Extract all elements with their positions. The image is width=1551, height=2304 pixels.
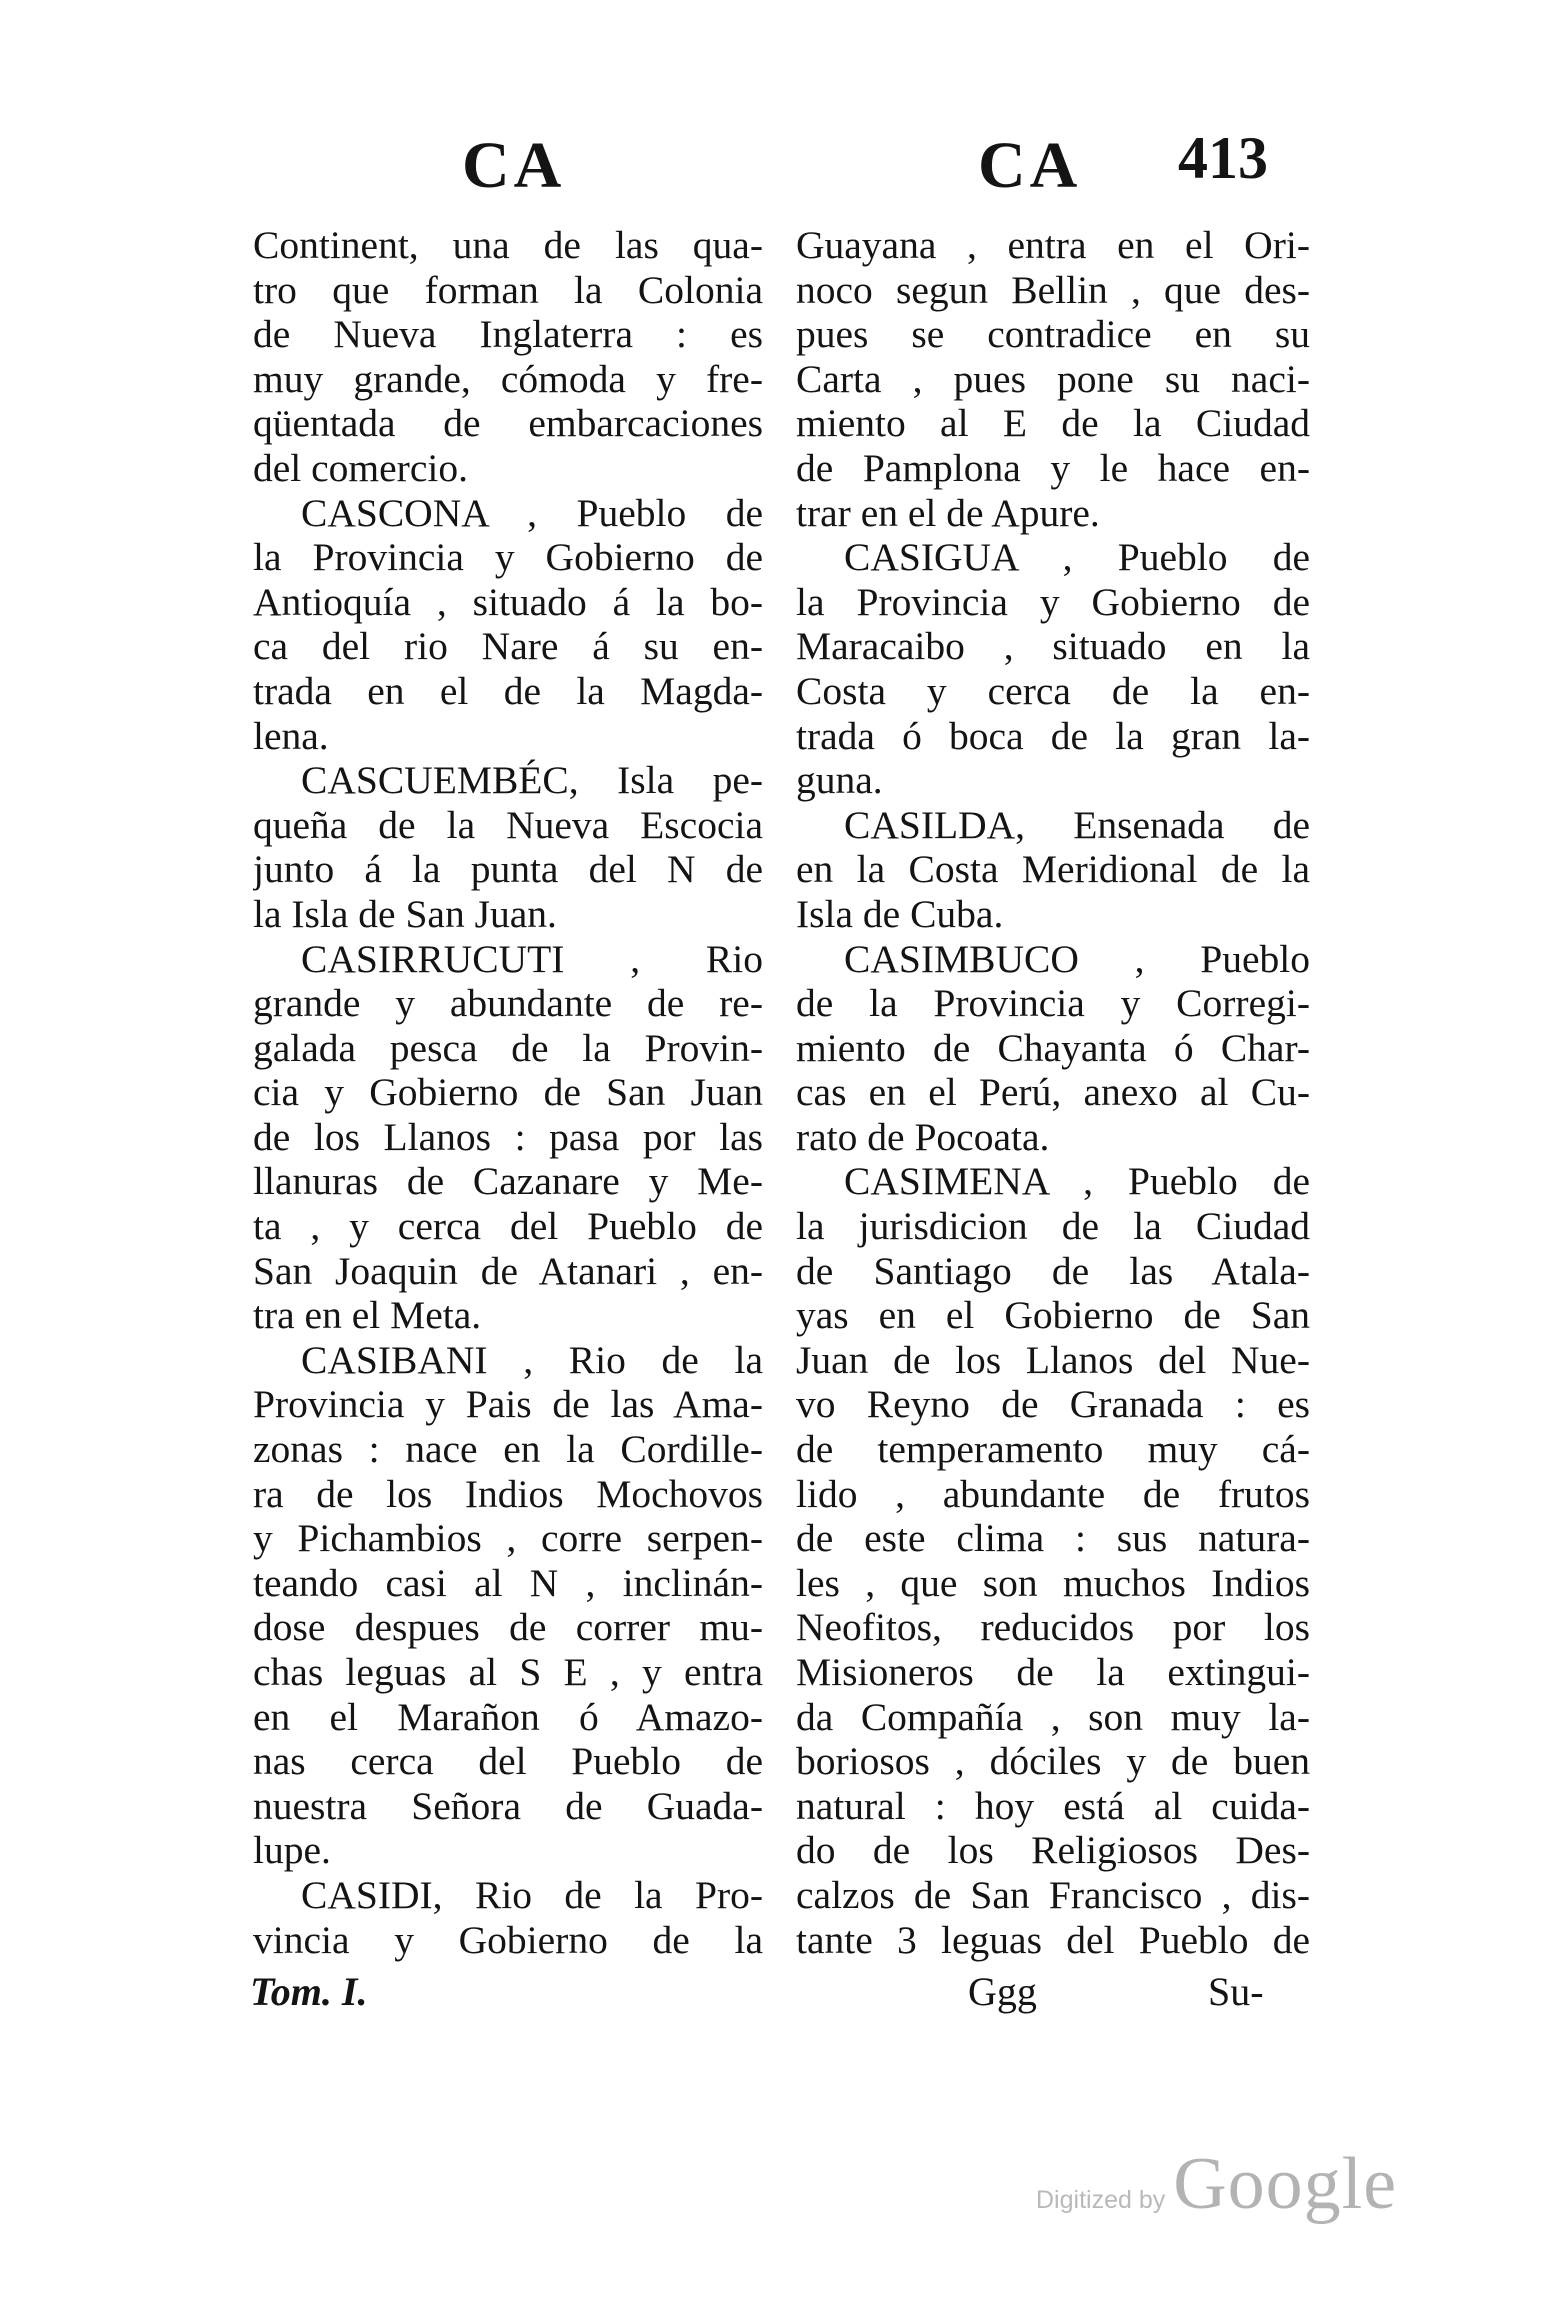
text-column-right (796, 223, 1310, 1962)
text-line: trada en el de la Magda- (253, 668, 763, 713)
text-line: junto á la punta del N de (253, 847, 763, 892)
text-line: de Santiago de las Atala- (796, 1248, 1310, 1293)
catchword: Su- (1208, 1969, 1264, 2014)
text-line: tante 3 leguas del Pueblo de (796, 1917, 1310, 1962)
text-line: nas cerca del Pueblo de (253, 1739, 763, 1784)
text-line: la Isla de San Juan. (253, 891, 557, 936)
text-line: dose despues de correr mu- (253, 1605, 763, 1650)
text-line: miento al E de la Ciudad (796, 401, 1310, 446)
text-line: cia y Gobierno de San Juan (253, 1070, 763, 1115)
text-line: Neofitos, reducidos por los (796, 1605, 1310, 1650)
text-line: la Provincia y Gobierno de (253, 535, 763, 580)
text-line: queña de la Nueva Escocia (253, 802, 763, 847)
text-line: vo Reyno de Granada : es (796, 1382, 1310, 1427)
text-line: calzos de San Francisco , dis- (796, 1872, 1310, 1917)
text-line: Misioneros de la extingui- (796, 1650, 1310, 1694)
text-line: CASCONA , Pueblo de (301, 490, 763, 535)
text-line: ra de los Indios Mochovos (253, 1471, 763, 1516)
text-line: Isla de Cuba. (796, 891, 1004, 936)
text-line: galada pesca de la Provin- (253, 1025, 763, 1070)
text-line: guna. (796, 758, 883, 803)
text-line: CASIMBUCO , Pueblo (844, 936, 1310, 981)
text-line: CASIGUA , Pueblo de (844, 535, 1310, 580)
text-line: boriosos , dóciles y de buen (796, 1739, 1310, 1784)
google-logo: Google (1173, 2143, 1398, 2225)
text-line: la jurisdicion de la Ciudad (796, 1204, 1310, 1249)
text-line: da Compañía , son muy la- (796, 1694, 1310, 1739)
text-line: de temperamento muy cá- (796, 1427, 1310, 1472)
text-line: muy grande, cómoda y fre- (253, 356, 763, 401)
text-line: Carta , pues pone su naci- (796, 356, 1310, 401)
text-line: de este clima : sus natura- (796, 1516, 1310, 1561)
text-line: vincia y Gobierno de la (253, 1917, 763, 1962)
text-line: San Joaquin de Atanari , en- (253, 1248, 763, 1293)
text-line: do de los Religiosos Des- (796, 1828, 1310, 1873)
text-line: miento de Chayanta ó Char- (796, 1025, 1310, 1070)
text-line: lena. (253, 713, 329, 758)
text-line: nuestra Señora de Guada- (253, 1783, 763, 1828)
digitized-watermark (1036, 2142, 1397, 2227)
text-line: tro que forman la Colonia (253, 267, 763, 312)
running-head-left: CA (462, 129, 566, 202)
text-line: Antioquía , situado á la bo- (253, 579, 763, 624)
text-line: Guayana , entra en el Ori- (796, 223, 1310, 267)
text-line: chas leguas al S E , y entra (253, 1650, 763, 1694)
text-line: CASIMENA , Pueblo de (844, 1159, 1310, 1204)
text-line: noco segun Bellin , que des- (796, 267, 1310, 312)
text-line: CASIRRUCUTI , Rio (301, 936, 763, 981)
text-line: ca del rio Nare á su en- (253, 624, 763, 669)
text-line: trar en el de Apure. (796, 490, 1100, 535)
text-line: de Pamplona y le hace en- (796, 445, 1310, 490)
text-line: lupe. (253, 1828, 331, 1873)
text-line: yas en el Gobierno de San (796, 1293, 1310, 1338)
text-line: teando casi al N , inclinán- (253, 1560, 763, 1605)
text-line: Juan de los Llanos del Nue- (796, 1337, 1310, 1382)
text-line: natural : hoy está al cuida- (796, 1783, 1310, 1828)
text-line: lido , abundante de frutos (796, 1471, 1310, 1516)
text-line: Costa y cerca de la en- (796, 668, 1310, 713)
text-line: de los Llanos : pasa por las (253, 1114, 763, 1159)
text-line: CASIDI, Rio de la Pro- (301, 1872, 763, 1917)
text-line: y Pichambios , corre serpen- (253, 1516, 763, 1561)
text-line: trada ó boca de la gran la- (796, 713, 1310, 758)
digitized-label: Digitized by (1036, 2186, 1166, 2214)
text-line: Maracaibo , situado en la (796, 624, 1310, 669)
running-head-right: CA (978, 129, 1082, 202)
text-line: en el Marañon ó Amazo- (253, 1694, 763, 1739)
page-number: 413 (1178, 125, 1268, 191)
signature-mark: Ggg (968, 1969, 1037, 2014)
text-line: grande y abundante de re- (253, 981, 763, 1026)
text-line: tra en el Meta. (253, 1293, 482, 1338)
text-line: zonas : nace en la Cordille- (253, 1427, 763, 1472)
text-line: en la Costa Meridional de la (796, 847, 1310, 892)
text-line: de Nueva Inglaterra : es (253, 312, 763, 357)
text-line: les , que son muchos Indios (796, 1560, 1310, 1605)
text-line: ta , y cerca del Pueblo de (253, 1204, 763, 1249)
text-line: pues se contradice en su (796, 312, 1310, 357)
text-line: Continent, una de las qua- (253, 223, 763, 267)
text-line: llanuras de Cazanare y Me- (253, 1159, 763, 1204)
volume-signature: Tom. I. (250, 1969, 368, 2014)
text-line: Provincia y Pais de las Ama- (253, 1382, 763, 1427)
text-column-left (253, 223, 763, 1962)
text-line: CASIBANI , Rio de la (301, 1337, 763, 1382)
text-line: del comercio. (253, 445, 468, 490)
text-line: rato de Pocoata. (796, 1114, 1050, 1159)
text-line: de la Provincia y Corregi- (796, 981, 1310, 1026)
text-line: qüentada de embarcaciones (253, 401, 763, 446)
text-line: CASILDA, Ensenada de (844, 802, 1310, 847)
text-line: CASCUEMBÉC, Isla pe- (301, 758, 763, 803)
text-line: la Provincia y Gobierno de (796, 579, 1310, 624)
text-line: cas en el Perú, anexo al Cu- (796, 1070, 1310, 1115)
